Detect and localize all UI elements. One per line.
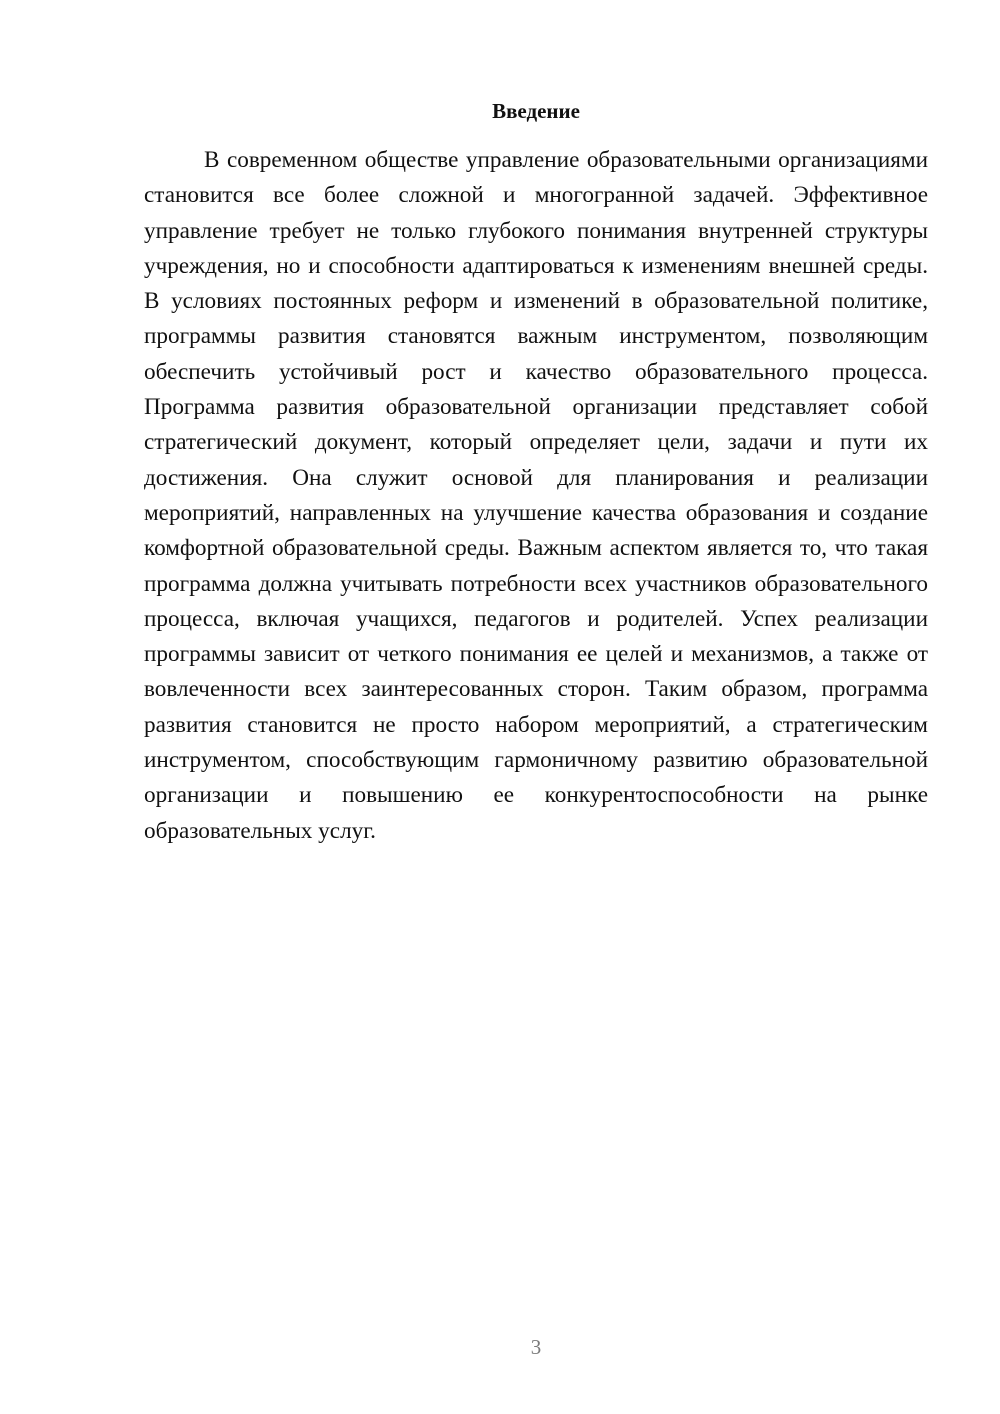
section-heading: Введение xyxy=(492,99,580,123)
page-number: 3 xyxy=(530,1335,542,1359)
body-paragraph: В современном обществе управление образовательными организациями становится все более сложной и многогранной задачей. Эффективное управление требует не только глубокого понимания внутренней структуры учреждения, но и способности адаптироваться к изменениям внешней среды. В условиях постоянных реформ и изменений в образовательной политике, программы развития становятся важным инструментом, позволяющим обеспечить устойчивый рост и качество образовательного процесса. Программа развития образовательной организации представляет собой стратегический документ, который определяет цели, задачи и пути их достижения. Она служит основой для планирования и реализации мероприятий, направленных на улучшение качества образования и создание комфортной образовательной среды. Важным аспектом является то, что такая программа должна учитывать потребности всех участников образовательного процесса, включая учащихся, педагогов и родителей. Успех реализации программы зависит от четкого понимания ее целей и механизмов, а также от вовлеченности всех заинтересованных сторон. Таким образом, программа развития становится не просто набором мероприятий, а стратегическим инструментом, способствующим гармоничному развитию образовательной организации и повышению ее конкурентоспособности на рынке образовательных услуг. xyxy=(144,147,928,844)
